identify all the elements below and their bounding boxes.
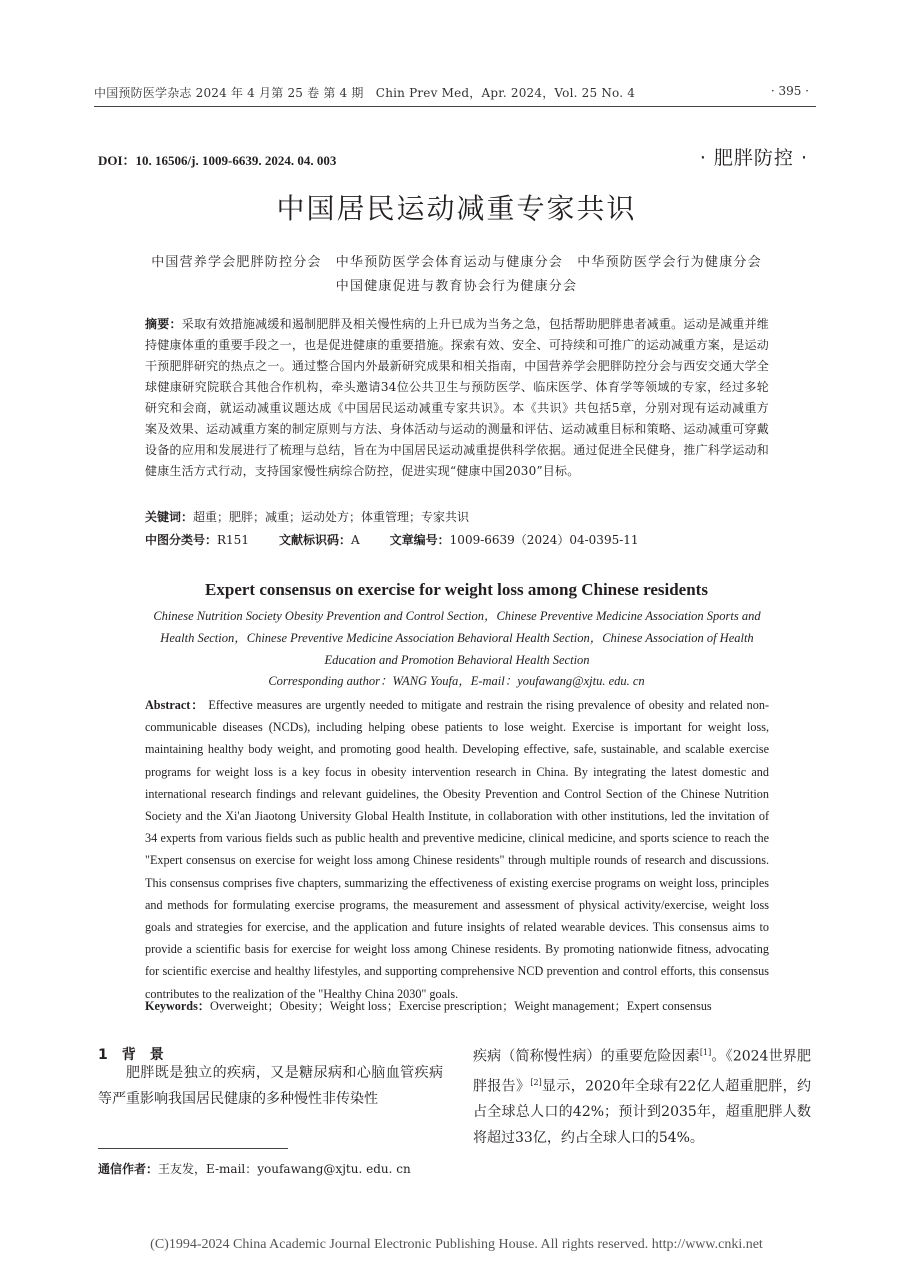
abstract-cn-text: 采取有效措施减缓和遏制肥胖及相关慢性病的上升已成为当务之急，包括帮助肥胖患者减重。运动是减重并维持健康体重的重要手段之一，也是促进健康的重要措施。探索有效、安全、可持续和可推广的运动减重方案，是运动干预肥胖研究的热点之一。通过整合国内外最新研究成果和相关指南，中国营养学会肥胖防控分会与西安交通大学全球健康研究院联合其他合作机构，牵头邀请34位公共卫生与预防医学、临床医学、体育学等领域的专家，经过多轮研究和会商，就运动减重议题达成《中国居民运动减重专家共识》。本《共识》共包括5章，分别对现有运动减重方案及效果、运动减重方案的制定原则与方法、身体活动与运动的测量和评估、运动减重目标和策略、运动减重可穿戴设备的应用和发展进行了梳理与总结，旨在为中国居民运动减重提供科学依据。通过促进全民健身，推广科学运动和健康生活方式行动，支持国家慢性病综合防控，促进实现“健康中国2030”目标。 <box>145 317 769 478</box>
body-paragraph-right-c: 显示，2020年全球有22亿人超重肥胖，约占全球总人口的42%；预计到2035年，超重肥胖人数将超过33亿，约占全球人口的54%。 <box>473 1078 811 1147</box>
abstract-cn-label: 摘要： <box>145 317 182 331</box>
footnote-label: 通信作者： <box>98 1162 159 1176</box>
section-tag: · 肥胖防控 · <box>699 147 808 169</box>
title-en: Expert consensus on exercise for weight loss among Chinese residents <box>205 580 708 599</box>
abstract-en <box>145 694 769 1005</box>
doi: DOI：10. 16506/j. 1009-6639. 2024. 04. 003 <box>98 153 337 168</box>
classification-cn <box>145 531 639 548</box>
footnote-rule <box>98 1148 288 1149</box>
authors-cn-line2: 中国健康促进与教育协会行为健康分会 <box>335 279 578 294</box>
authors-cn-line1: 中国营养学会肥胖防控分会 中华预防医学会体育运动与健康分会 中华预防医学会行为健康分会 <box>151 255 762 270</box>
body-paragraph-right-b: 。《2024世界肥胖报告》 <box>473 1048 811 1095</box>
abstract-en-label: Abstract： <box>145 698 205 712</box>
body-right-column <box>473 1040 811 1151</box>
page-number: · 395 · <box>770 84 809 98</box>
keywords-cn <box>145 508 469 525</box>
keywords-en <box>145 997 712 1014</box>
abstract-cn <box>145 314 769 482</box>
title-cn: 中国居民运动减重专家共识 <box>276 192 637 225</box>
article-no-label: 文章编号： <box>389 533 450 547</box>
journal-header: 中国预防医学杂志 2024 年 4 月第 25 卷 第 4 期 Chin Prev Med，Apr. 2024，Vol. 25 No. 4 <box>94 86 636 100</box>
copyright-notice: (C)1994-2024 China Academic Journal Electronic Publishing House. All rights reserved. http://www.cnki.net <box>150 1237 763 1252</box>
keywords-cn-text: 超重；肥胖；减重；运动处方；体重管理；专家共识 <box>193 510 470 524</box>
doc-code-label: 文献标识码： <box>278 533 351 547</box>
section-number: 1 <box>98 1047 108 1063</box>
corresponding-author-en: Corresponding author：WANG Youfa，E-mail：youfawang@xjtu. edu. cn <box>268 674 645 688</box>
footnote-text: 王友发，E-mail：youfawang@xjtu. edu. cn <box>158 1162 411 1176</box>
body-left-column <box>98 1058 443 1112</box>
section-title: 背 景 <box>121 1047 164 1063</box>
authors-en: Chinese Nutrition Society Obesity Prevention and Control Section，Chinese Preventive Medicine Association Sports and Health Section，Chinese Preventive Medicine Association Behavioral Health Section，Chinese Association of Health Education and Promotion Behavioral Health Section <box>153 609 761 667</box>
footnote <box>98 1160 411 1177</box>
clc-value: R151 <box>217 533 249 547</box>
body-paragraph-right-a: 疾病（简称慢性病）的重要危险因素 <box>473 1048 700 1065</box>
citation-1: [1] <box>699 1048 712 1057</box>
keywords-cn-label: 关键词： <box>145 510 194 524</box>
keywords-en-label: Keywords： <box>145 999 210 1013</box>
article-no-value: 1009-6639（2024）04-0395-11 <box>449 533 639 547</box>
abstract-en-text: Effective measures are urgently needed to mitigate and restrain the rising prevalence of obesity and related non-communicable diseases (NCDs), including helping obese patients to lose weight. Exercise is important for weight loss, maintaining healthy body weight, and promoting good health. Developing effective, safe, sustainable, and scalable exercise programs for weight loss is a key focus in obesity intervention research in China. By integrating the latest domestic and international research findings and relevant guidelines, the Obesity Prevention and Control Section of the Chinese Nutrition Society and the Xi'an Jiaotong University Global Health Institute, in collaboration with other institutions, led the invitation of 34 experts from various fields such as public health and preventive medicine, clinical medicine, and sports science to reach the "Expert consensus on exercise for weight loss among Chinese residents" through multiple rounds of research and discussions. This consensus comprises five chapters, summarizing the effectiveness of existing exercise programs on weight loss, principles and methods for formulating exercise programs, the measurement and assessment of physical activity/exercise, weight loss goals and strategies for exercise, and the application and future insights of related wearable devices. This consensus aims to provide a scientific basis for exercise for weight loss among Chinese residents. By promoting nationwide fitness, advocating for scientific exercise and healthy lifestyles, and supporting comprehensive NCD prevention and control efforts, this consensus contributes to the realization of the "Healthy China 2030" goals. <box>145 698 770 1001</box>
keywords-en-text: Overweight；Obesity；Weight loss；Exercise prescription；Weight management；Expert consensus <box>210 999 712 1013</box>
doc-code-value: A <box>350 533 360 547</box>
body-paragraph-left: 肥胖既是独立的疾病，又是糖尿病和心脑血管疾病等严重影响我国居民健康的多种慢性非传染性 <box>98 1065 443 1107</box>
header-rule <box>94 106 816 107</box>
clc-label: 中图分类号： <box>145 533 218 547</box>
citation-2: [2] <box>530 1077 542 1087</box>
